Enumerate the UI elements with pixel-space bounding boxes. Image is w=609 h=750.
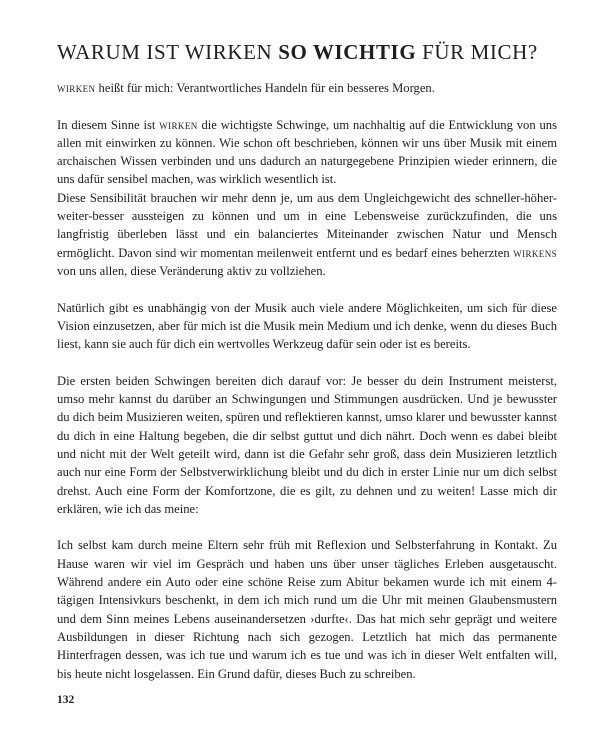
book-page (57, 38, 557, 701)
paragraph-1 (57, 79, 557, 97)
paragraph-text: von uns allen, diese Veränderung aktiv zu vollziehen. (57, 263, 326, 278)
heading-part-3: FÜR MICH? (416, 40, 538, 64)
paragraph-5: Ich selbst kam durch meine Eltern sehr früh mit Reflexion und Selbsterfahrung in Kontakt. Zu Hause waren wir viel im Gespräch und haben uns über unser tägliches Erleben ausgetauscht. Während andere ein Auto oder eine schöne Reise zum Abitur bekamen wurde ich mit einem 4-tägigen Intensivkurs beschenkt, in dem ich mich rund um die Uhr mit meinen Glaubensmustern und dem Sinn meines Lebens auseinandersetzen ›durfte‹. Das hat mich sehr geprägt und weitere Ausbildungen in dieser Richtung nach sich gezogen. Letztlich hat mich das permanente Hinterfragen dessen, was ich tue und warum ich es tue und was ich in dieser Welt entfalten will, bis heute nicht losgelassen. Ein Grund dafür, dieses Buch zu schreiben. (57, 538, 557, 681)
section-heading (57, 38, 557, 66)
heading-emphasis: SO WICHTIG (278, 40, 417, 64)
small-caps-term: wirken (57, 81, 96, 95)
small-caps-term: wirkens (513, 245, 557, 260)
paragraph-text: Diese Sensibilität brauchen wir mehr denn je, um aus dem Ungleichgewicht des schneller-höher-weiter-besser aussteigen zu können und um in eine Lebensweise zurückzufinden, die uns langfristig überleben lässt und ein balanciertes Miteinander zwischen Natur und Mensch ermöglicht. Davon sind wir momentan meilenweit entfernt und es bedarf eines beherzten (57, 190, 557, 260)
paragraph-text: die wichtigste Schwinge, um nachhaltig auf die Entwicklung von uns allen mit einwirken zu können. Wie schon oft beschrieben, können wir uns über Musik mit einem archaischen Wissen verbinden und uns dadurch an naturgegebene Prinzipien wieder erinnern, die uns dafür sensibel machen, was wirklich wesentlich ist. (57, 117, 557, 187)
paragraph-text: heißt für mich: Verantwortliches Handeln für ein besseres Morgen. (95, 81, 435, 95)
paragraph-4: Die ersten beiden Schwingen bereiten dich darauf vor: Je besser du dein Instrument meisterst, umso mehr kannst du darüber an Schwingungen und Stimmungen ausdrücken. Und je bewusster du dich beim Musizieren weiten, spüren und reflektieren kannst, umso klarer und bewusster kannst du dich in eine Haltung begeben, die dir selbst guttut und dich nährt. Doch wenn es dabei bleibt und nicht mit der Welt geteilt wird, dann ist die Gefahr sehr groß, dass dein Musizieren letztlich auch nur eine Form der Selbstverwirklichung bleibt und du dich in erster Linie nur um dich selbst drehst. Auch eine Form der Komfortzone, die es gilt, zu dehnen und zu weiten! Lasse mich dir erklären, wie ich das meine: (57, 373, 557, 516)
body-text (57, 79, 557, 683)
heading-part-1: WARUM IST WIRKEN (57, 40, 279, 64)
paragraph-2 (57, 116, 557, 281)
paragraph-text: In diesem Sinne ist (57, 117, 160, 132)
page-number: 132 (57, 694, 75, 706)
small-caps-term: wirken (159, 117, 198, 132)
paragraph-3: Natürlich gibt es unabhängig von der Musik auch viele andere Möglichkeiten, um sich für diese Vision einzusetzen, aber für mich ist die Musik mein Medium und ich denke, wenn du dieses Buch liest, kann sie auch für dich ein wertvolles Werkzeug dafür sein oder ist es bereits. (57, 300, 557, 352)
